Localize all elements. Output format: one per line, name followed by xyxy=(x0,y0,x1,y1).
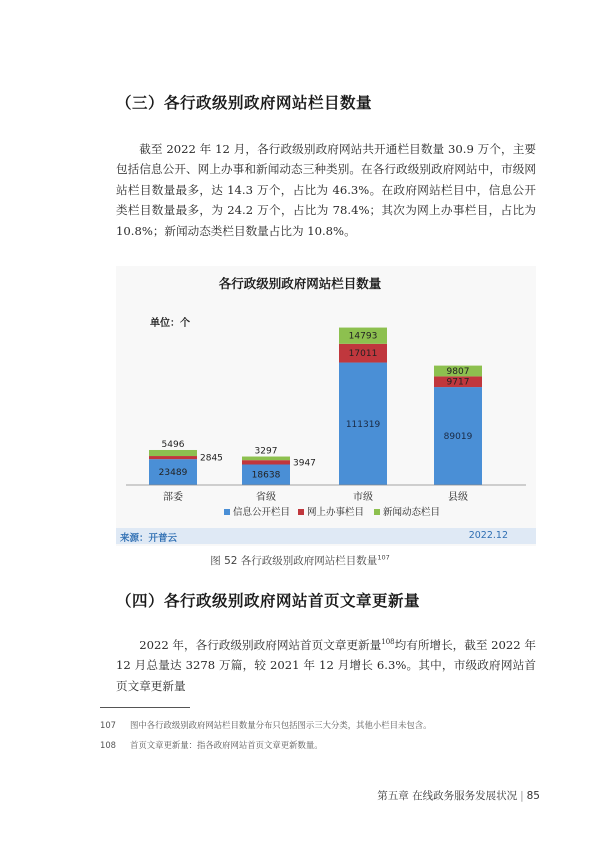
legend-swatch xyxy=(298,509,304,515)
bar-部委-新闻动态栏目 xyxy=(149,450,197,456)
legend-label: 信息公开栏目 xyxy=(233,507,291,518)
paragraph-1 xyxy=(116,139,536,241)
legend-label: 新闻动态栏目 xyxy=(383,507,441,518)
footnote-text: 图中各行政级别政府网站栏目数量分布只包括图示三大分类，其他小栏目未包含。 xyxy=(130,720,432,730)
data-label: 14793 xyxy=(348,331,378,342)
paragraph-2 xyxy=(116,632,536,696)
data-label: 17011 xyxy=(348,349,378,360)
data-label: 3947 xyxy=(293,458,316,469)
source-label: 来源：开普云 xyxy=(120,533,178,544)
paragraph-2-text xyxy=(116,632,536,696)
footnote-text: 首页文章更新量：指各政府网站首页文章更新数量。 xyxy=(130,740,323,750)
page-footer xyxy=(377,788,540,803)
bar-部委-网上办事栏目 xyxy=(149,456,197,459)
data-label: 5496 xyxy=(161,439,185,450)
chart-unit-label: 单位：个 xyxy=(150,318,190,329)
legend-swatch xyxy=(374,509,380,515)
bar-省级-网上办事栏目 xyxy=(242,460,290,464)
category-label: 市级 xyxy=(353,492,373,503)
section-heading-3: （三）各行政级别政府网站栏目数量 xyxy=(116,94,373,112)
paragraph-2-part-a: 2022 年，各行政级别政府网站首页文章更新量 xyxy=(139,637,382,652)
category-label: 县级 xyxy=(448,492,468,503)
paragraph-2-footnote-ref: 108 xyxy=(381,638,395,646)
stacked-bar-chart xyxy=(116,300,536,528)
category-label: 部委 xyxy=(163,492,183,503)
footnote-number: 107 xyxy=(100,720,116,730)
data-label: 9717 xyxy=(446,377,470,388)
paragraph-2-part-b: 均有所增长，截至 2022 年 12 月总量达 3278 万篇，较 2021 年 12 月增长 6.3%。其中，市级政府网站首页文章更新量 xyxy=(116,637,536,693)
figure-caption-text: 图 52 各行政级别政府网站栏目数量 xyxy=(210,555,378,567)
category-label: 省级 xyxy=(256,492,276,503)
chapter-title: 第五章 在线政务服务发展状况 xyxy=(377,790,518,802)
data-label: 18638 xyxy=(251,470,281,481)
source-bar xyxy=(116,528,536,544)
figure-caption xyxy=(0,553,600,568)
data-label: 23489 xyxy=(158,468,188,479)
bar-省级-新闻动态栏目 xyxy=(242,457,290,461)
figure-footnote-ref: 107 xyxy=(377,553,390,562)
footnote-number: 108 xyxy=(100,740,116,750)
data-label: 89019 xyxy=(443,432,473,443)
chart-title: 各行政级别政府网站栏目数量 xyxy=(218,276,382,291)
footer-separator: | xyxy=(520,790,524,802)
legend-label: 网上办事栏目 xyxy=(307,507,365,518)
legend-swatch xyxy=(224,509,230,515)
footnote-108 xyxy=(100,739,323,751)
paragraph-1-text: 截至 2022 年 12 月，各行政级别政府网站共开通栏目数量 30.9 万个，主要包括信息公开、网上办事和新闻动态三种类别。在各行政级别政府网站中，市级网站栏目数量最多，达 14.3 万个，占比为 46.3%。在政府网站栏目中，信息公开类栏目数量最多，为 24.2 万个，占比为 78.4%；其次为网上办事栏目，占比为 10.8%；新闻动态类栏目数量占比为 10.8%。 xyxy=(116,142,536,238)
data-label: 111319 xyxy=(345,419,381,430)
data-label: 9807 xyxy=(446,366,470,377)
data-label: 2845 xyxy=(200,453,223,464)
source-date: 2022.12 xyxy=(468,530,508,541)
footnote-rule xyxy=(100,707,190,708)
section-heading-4: （四）各行政级别政府网站首页文章更新量 xyxy=(116,592,421,610)
page-number: 85 xyxy=(526,790,540,802)
data-label: 3297 xyxy=(254,446,278,457)
footnote-107 xyxy=(100,719,432,731)
